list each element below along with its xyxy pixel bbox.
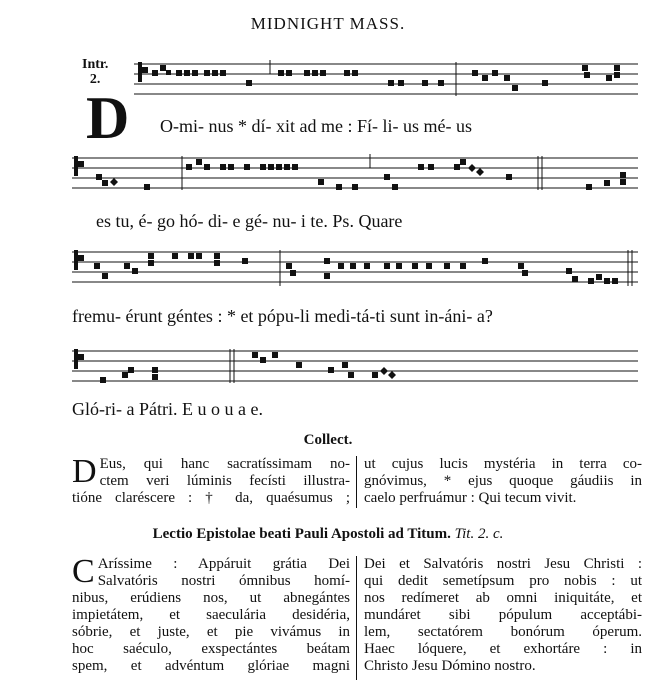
epistle-line: nos redímeret ab omni iniquitáte, et — [364, 590, 642, 606]
collect-line: Eus, qui hanc sacratíssimam no- — [99, 456, 350, 472]
epistle-line: Aríssime : Appáruit grátia Dei — [97, 556, 350, 572]
column-divider — [356, 556, 357, 680]
epistle-heading — [0, 526, 656, 543]
epistle-line: mundáret sibi pópulum acceptábi- — [364, 607, 642, 623]
chant-staff-4-notation — [72, 345, 638, 389]
epistle-heading-text: Lectio Epistolae beati Pauli Apostoli ad Titum. — [152, 526, 451, 542]
collect-line: ctem veri lúminis fecísti illustra- — [99, 473, 350, 489]
chant-staff-3-notation — [72, 246, 638, 294]
chant-staff-4 — [72, 345, 638, 385]
introit-lyric-line-3: fremu- érunt géntes : * et pópu-li medi-tá-ti sunt in-áni- a? — [72, 306, 493, 326]
collect-line: caelo perfruámur : Qui tecum vivit. — [364, 490, 577, 506]
epistle-reference: Tit. 2. c. — [454, 526, 504, 542]
chant-staff-1 — [72, 58, 638, 98]
chant-staff-2-notation — [72, 152, 638, 196]
epistle-line: Haec lóquere, et exhortáre : in — [364, 641, 642, 657]
chant-staff-1-notation — [72, 58, 638, 102]
epistle-left-column — [72, 553, 350, 675]
collect-line: tióne claréscere : † da, quaésumus ; — [72, 490, 350, 506]
collect-heading: Collect. — [303, 432, 353, 448]
introit-mode-number: 2. — [89, 72, 101, 87]
epistle-line: impietátem, et saeculária desidéria, — [72, 607, 350, 623]
introit-initial: D — [86, 85, 130, 151]
epistle-line: hoc saéculo, exspectántes beátam — [72, 641, 350, 657]
chant-staff-3 — [72, 246, 638, 286]
epistle-line: qui dedit semetípsum pro nobis : ut — [364, 573, 642, 589]
collect-right-column — [364, 456, 642, 507]
page-title: MIDNIGHT MASS. — [250, 14, 406, 33]
collect-line: ut cujus lucis mystéria in terra co- — [364, 456, 642, 472]
epistle-line: Dei et Salvatóris nostri Jesu Christi : — [364, 556, 642, 572]
epistle-line: spem, et advéntum glóriae magni — [72, 658, 350, 674]
epistle-line: nibus, erúdiens nos, ut abnegántes — [72, 590, 350, 606]
introit-lyric-line-1: O-mi- nus * dí- xit ad me : Fí- li- us mé- us — [160, 116, 472, 136]
collect-text — [72, 453, 642, 510]
collect-dropcap: D — [72, 453, 97, 490]
epistle-dropcap: C — [72, 553, 95, 590]
epistle-right-column — [364, 556, 642, 675]
column-divider — [356, 456, 357, 508]
collect-left-column — [72, 453, 350, 507]
collect-line: gnóvimus, * ejus quoque gáudiis in — [364, 473, 642, 489]
epistle-text — [72, 553, 642, 680]
introit-lyric-line-2: es tu, é- go hó- di- e gé- nu- i te. Ps. Quare — [96, 211, 403, 231]
epistle-line: lem, sectatórem bonórum óperum. — [364, 624, 642, 640]
epistle-line: Salvatóris nostri ómnibus homí- — [97, 573, 350, 589]
chant-staff-2 — [72, 152, 638, 192]
epistle-line: Christo Jesu Dómino nostro. — [364, 658, 536, 674]
epistle-line: sóbrie, et juste, et pie vivámus in — [72, 624, 350, 640]
introit-lyric-line-4: Gló-ri- a Pátri. E u o u a e. — [72, 399, 263, 419]
introit-label-text: Intr. — [82, 57, 109, 72]
